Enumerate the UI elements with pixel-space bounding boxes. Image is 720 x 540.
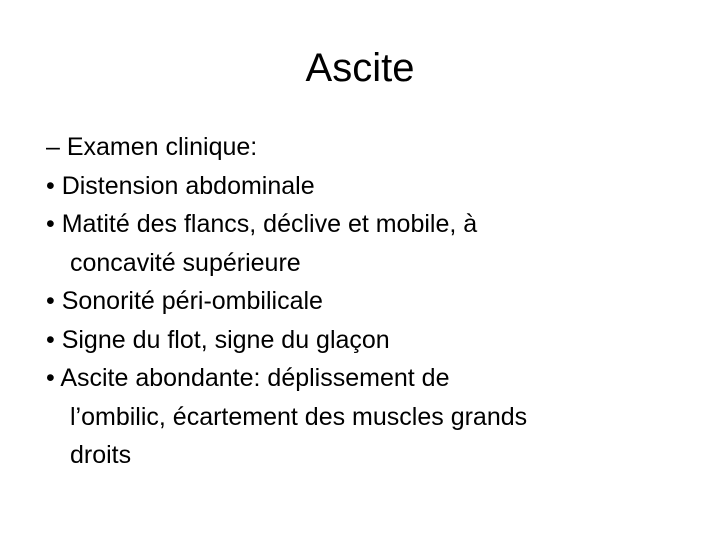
list-item-continuation: droits	[70, 441, 132, 469]
list-item-line: • Signe du flot, signe du glaçon	[46, 325, 390, 354]
list-item	[46, 359, 686, 475]
list-item	[46, 167, 686, 206]
list-item-continuation: concavité supérieure	[70, 248, 301, 277]
list-item-line: • Ascite abondante: déplissement de	[46, 364, 450, 392]
list-item	[46, 205, 686, 282]
list-item	[46, 282, 686, 321]
list-item	[46, 321, 686, 360]
slide-title: Ascite	[305, 46, 415, 90]
slide-body	[46, 128, 686, 475]
list-item-line: • Sonorité péri-ombilicale	[46, 287, 323, 315]
list-item-continuation: l’ombilic, écartement des muscles grands	[70, 402, 528, 431]
list-item-line: • Distension abdominale	[46, 171, 315, 200]
list-item-line: • Matité des flancs, déclive et mobile, à	[46, 210, 478, 238]
intro-line: – Examen clinique:	[46, 133, 258, 161]
